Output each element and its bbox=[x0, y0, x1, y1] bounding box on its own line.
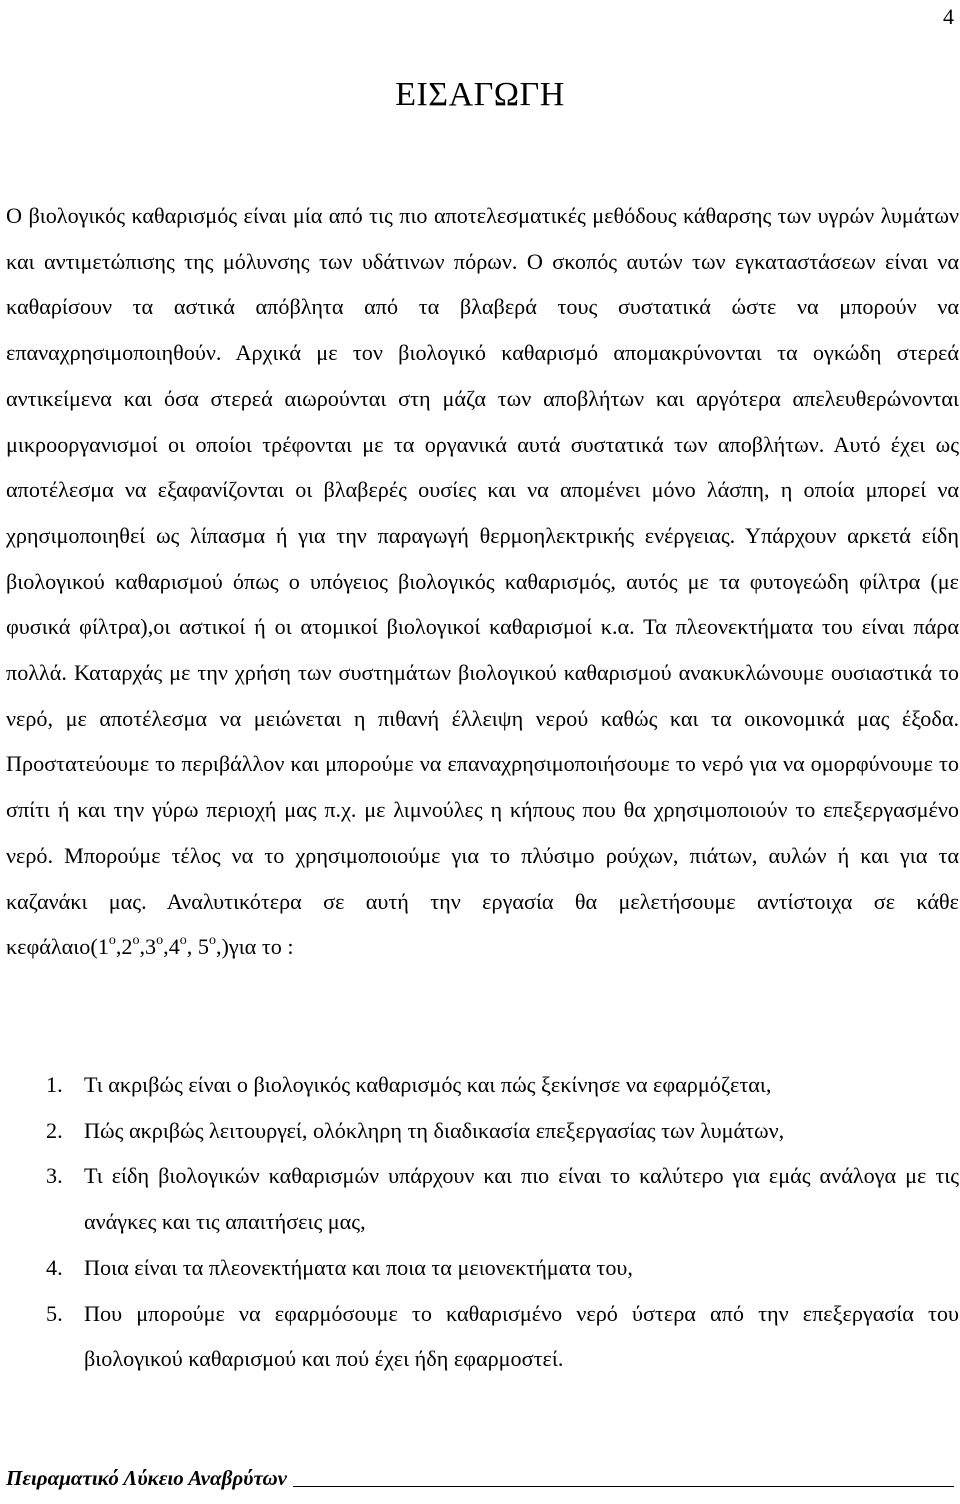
footer-rule bbox=[293, 1486, 954, 1487]
list-item bbox=[6, 1153, 959, 1244]
list-item-number: 3. bbox=[46, 1163, 63, 1189]
list-item bbox=[6, 1245, 959, 1291]
chapter-sep: ,2 bbox=[115, 934, 133, 960]
list-item-text: Ποια είναι τα πλεονεκτήματα και ποια τα μειονεκτήματα του, bbox=[84, 1254, 633, 1280]
list-item-text: Πώς ακριβώς λειτουργεί, ολόκληρη τη διαδικασία επεξεργασίας των λυμάτων, bbox=[84, 1117, 785, 1143]
list-item-text: Τι είδη βιολογικών καθαρισμών υπάρχουν και πιο είναι το καλύτερο για εμάς ανάλογα με τις ανάγκες και τις απαιτήσεις μας, bbox=[84, 1163, 959, 1235]
list-item bbox=[6, 1108, 959, 1154]
page-title: ΕΙΣΑΓΩΓΗ bbox=[395, 76, 565, 113]
page-footer bbox=[6, 1466, 954, 1491]
list-item-text: Τι ακριβώς είναι ο βιολογικός καθαρισμός και πώς ξεκίνησε να εφαρμόζεται, bbox=[84, 1072, 772, 1097]
chapter-sup: ο bbox=[179, 932, 187, 948]
chapter-sup: ο bbox=[132, 932, 140, 948]
intro-text: Ο βιολογικός καθαρισμός είναι μία από τις πιο αποτελεσματικές μεθόδους κάθαρσης των υγρών λυμάτων και αντιμετώπισης της μόλυνσης των υδάτινων πόρων. Ο σκοπός αυτών των εγκαταστάσεων είναι να καθαρίσουν τα αστικά απόβλητα από τα βλαβερά τους συστατικά ώστε να μπορούν να επαναχρησιμοποιηθούν. Αρχικά με τον βιολογικό καθαρισμό απομακρύνονται τα ογκώδη στερεά αντικείμενα και όσα στερεά αιωρούνται στη μάζα των αποβλήτων και αργότερα απελευθερώνονται μικροοργανισμοί οι οποίοι τρέφονται με τα οργανικά αυτά συστατικά των αποβλήτων. Αυτό έχει ως αποτέλεσμα να εξαφανίζονται οι βλαβερές ουσίες και να απομένει μόνο λάσπη, η οποία μπορεί να χρησιμοποιηθεί ως λίπασμα ή για την παραγωγή θερμοηλεκτρικής ενέργειας. Υπάρχουν αρκετά είδη βιολογικού καθαρισμού όπως ο υπόγειος βιολογικός καθαρισμός, αυτός με τα φυτογεώδη φίλτρα (με φυσικά φίλτρα),οι αστικοί ή οι ατομικοί βιολογικοί καθαρισμοί κ.α. Τα πλεονεκτήματα του είναι πάρα πολλά. Καταρχάς με την χρήση των συστημάτων βιολογικού καθαρισμού ανακυκλώνουμε ουσιαστικά το νερό, με αποτέλεσμα να μειώνεται η πιθανή έλλειψη νερού καθώς και τα οικονομικά μας έξοδα. Προστατεύουμε το περιβάλλον και μπορούμε να επαναχρησιμοποιήσουμε το νερό για να ομορφύνουμε το σπίτι ή και την γύρω περιοχή μας π.χ. με λιμνούλες η κήπους που θα χρησιμοποιούν το επεξεργασμένο νερό. Μπορούμε τέλος να το χρησιμοποιούμε για το πλύσιμο ρούχων, πιάτων, αυλών ή και για τα καζανάκι μας. Αναλυτικότερα σε αυτή την εργασία θα μελετήσουμε αντίστοιχα σε κάθε κεφάλαιο(1 bbox=[6, 203, 959, 960]
list-item-number: 5. bbox=[46, 1300, 63, 1326]
list-item-number: 1. bbox=[46, 1072, 63, 1097]
intro-paragraph bbox=[6, 193, 959, 970]
chapter-sep: ,)για το : bbox=[215, 934, 294, 960]
chapter-sup: ο bbox=[108, 932, 116, 948]
page-number: 4 bbox=[943, 4, 954, 29]
list-item-number: 4. bbox=[46, 1254, 63, 1280]
chapter-sep: ,4 bbox=[163, 934, 180, 960]
chapter-sup: ο bbox=[156, 932, 164, 948]
list-item-text: Που μπορούμε να εφαρμόσουμε το καθαρισμένο νερό ύστερα από την επεξεργασία του βιολογικού καθαρισμού και πού έχει ήδη εφαρμοστεί. bbox=[84, 1300, 959, 1372]
list-item-number: 2. bbox=[46, 1117, 63, 1143]
chapter-sup: ο bbox=[208, 932, 216, 948]
chapter-sep: ,3 bbox=[139, 934, 157, 960]
list-item bbox=[6, 1291, 959, 1382]
footer-school-name: Πειραματικό Λύκειο Αναβρύτων bbox=[6, 1466, 287, 1490]
chapter-list bbox=[6, 1062, 959, 1382]
chapter-sep: , 5 bbox=[186, 934, 209, 960]
list-item bbox=[6, 1062, 959, 1108]
